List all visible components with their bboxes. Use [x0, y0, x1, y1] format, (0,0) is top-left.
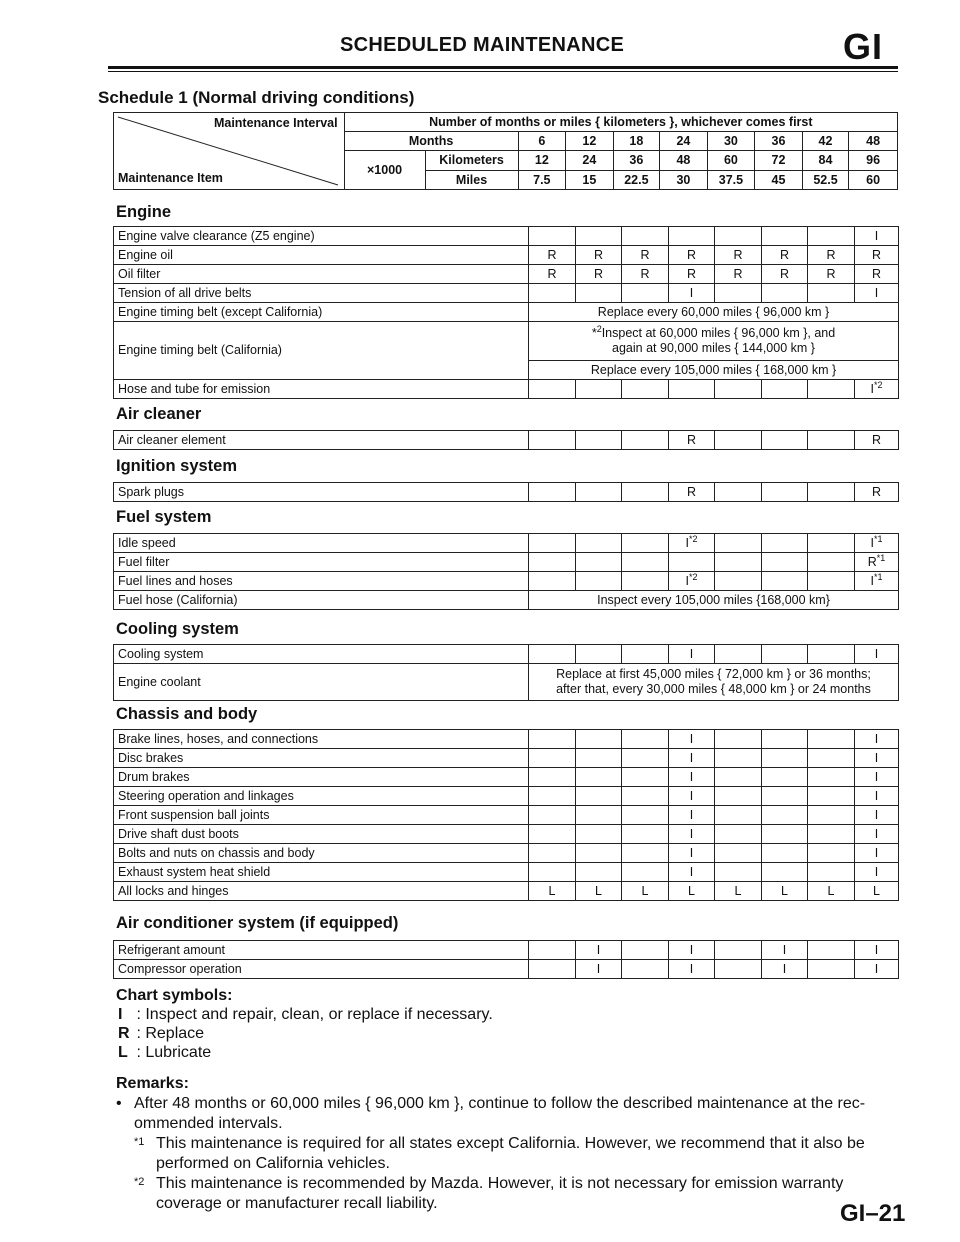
item-name: Disc brakes [114, 749, 529, 768]
schedule-mark: I [669, 960, 715, 979]
schedule-mark: L [576, 882, 622, 901]
item-name: Engine valve clearance (Z5 engine) [114, 227, 529, 246]
schedule-mark: I [855, 825, 899, 844]
month-cell: 12 [566, 132, 614, 151]
table-row [114, 483, 899, 502]
table-row [114, 863, 899, 882]
schedule-mark: I [855, 284, 899, 303]
schedule-mark [715, 941, 762, 960]
schedule-mark: L [762, 882, 808, 901]
footnote-ref: *2 [873, 379, 883, 390]
km-cell: 60 [707, 151, 755, 171]
item-name: Air cleaner element [114, 431, 529, 450]
section-chassis: Chassis and body [116, 705, 258, 723]
item-name: Engine oil [114, 246, 529, 265]
schedule-mark: L [855, 882, 899, 901]
schedule-mark: I [855, 960, 899, 979]
note-line: Inspect at 60,000 miles { 96,000 km }, and [601, 326, 836, 340]
schedule-mark: I [855, 768, 899, 787]
schedule-mark: R [855, 265, 899, 284]
schedule-mark: $I^{*2}$ [669, 572, 715, 591]
fuel-table [113, 533, 899, 610]
schedule-mark: L [808, 882, 855, 901]
month-cell: 18 [613, 132, 660, 151]
schedule-mark: $R^{*1}$ [855, 553, 899, 572]
schedule-mark: L [669, 882, 715, 901]
table-row [114, 380, 899, 399]
section-fuel: Fuel system [116, 508, 212, 526]
table-row [114, 787, 899, 806]
month-cell: 6 [518, 132, 566, 151]
section-aircon: Air conditioner system (if equipped) [116, 914, 399, 932]
interval-table [113, 112, 898, 190]
item-name: Front suspension ball joints [114, 806, 529, 825]
item-name: Steering operation and linkages [114, 787, 529, 806]
table-row [114, 825, 899, 844]
miles-cell: 37.5 [707, 171, 755, 190]
schedule-mark: I [855, 941, 899, 960]
kilometers-label: Kilometers [425, 151, 518, 171]
remark-text: After 48 months or 60,000 miles { 96,000 km }, continue to follow the described maintenance at the rec-ommended intervals. [134, 1095, 866, 1132]
miles-cell: 7.5 [518, 171, 566, 190]
symbol-key: R [118, 1025, 130, 1042]
km-cell: 72 [755, 151, 803, 171]
schedule-mark: I [762, 941, 808, 960]
remark-note-2: *2 This maintenance is recommended by Mazda. However, it is not necessary for emission warranty coverage or manufacturer recall liability. [116, 1174, 901, 1214]
schedule-mark: $I^{*2}$ [855, 380, 899, 399]
schedule-mark: I [576, 941, 622, 960]
schedule-mark: R [808, 265, 855, 284]
schedule-mark: $I^{*1}$ [855, 572, 899, 591]
item-name: Engine timing belt (except California) [114, 303, 529, 322]
schedule-mark: I [855, 749, 899, 768]
note-line: again at 90,000 miles { 144,000 km } [612, 341, 815, 355]
miles-cell: 52.5 [802, 171, 849, 190]
km-cell: 36 [613, 151, 660, 171]
miles-cell: 30 [660, 171, 708, 190]
schedule-mark: R [576, 265, 622, 284]
footnote-ref: *1 [873, 571, 883, 582]
schedule-mark: L [529, 882, 576, 901]
page-number: GI–21 [840, 1200, 906, 1227]
schedule-mark: I [855, 806, 899, 825]
table-row [114, 265, 899, 284]
header-rule [108, 66, 898, 69]
schedule-mark: R [669, 483, 715, 502]
schedule-note: Inspect every 105,000 miles {168,000 km} [529, 591, 899, 610]
schedule-mark: R [762, 246, 808, 265]
km-cell: 48 [660, 151, 708, 171]
item-name: Hose and tube for emission [114, 380, 529, 399]
table-row [114, 664, 899, 701]
miles-cell: 22.5 [613, 171, 660, 190]
table-row [114, 941, 899, 960]
table-row [114, 303, 899, 322]
note-line: Replace at first 45,000 miles { 72,000 km } or 36 months; [556, 667, 871, 681]
schedule-mark: R [669, 246, 715, 265]
month-cell: 36 [755, 132, 803, 151]
ignition-table [113, 482, 899, 502]
miles-cell: 15 [566, 171, 614, 190]
km-cell: 96 [849, 151, 898, 171]
symbol-text: : Lubricate [136, 1044, 212, 1061]
interval-banner: Number of months or miles { kilometers }, whichever comes first [344, 113, 897, 132]
schedule-mark [715, 960, 762, 979]
table-row [114, 730, 899, 749]
item-name: Drum brakes [114, 768, 529, 787]
schedule-mark: I [855, 863, 899, 882]
symbol-inspect [118, 1006, 493, 1024]
remark-text: This maintenance is recommended by Mazda. However, it is not necessary for emission warranty coverage or manufacturer recall liability. [156, 1175, 844, 1212]
schedule-mark: R [622, 265, 669, 284]
bullet-icon: • [116, 1095, 122, 1112]
item-name: Fuel lines and hoses [114, 572, 529, 591]
schedule-mark: I [669, 844, 715, 863]
schedule-mark [529, 960, 576, 979]
schedule-mark [622, 941, 669, 960]
x1000-label: ×1000 [344, 151, 425, 190]
maintenance-item-label: Maintenance Item [118, 171, 223, 185]
schedule-note: Replace every 60,000 miles { 96,000 km } [529, 303, 899, 322]
schedule-mark: I [669, 768, 715, 787]
interval-corner-cell [114, 113, 345, 190]
schedule-mark: R [669, 431, 715, 450]
schedule-mark: R [529, 246, 576, 265]
chassis-table [113, 729, 899, 901]
schedule-mark: L [622, 882, 669, 901]
item-name: Exhaust system heat shield [114, 863, 529, 882]
footnote-ref: *2 [688, 533, 698, 544]
km-cell: 84 [802, 151, 849, 171]
schedule-title: Schedule 1 (Normal driving conditions) [98, 88, 415, 107]
item-name: Cooling system [114, 645, 529, 664]
schedule-mark: I [669, 749, 715, 768]
schedule-mark: R [808, 246, 855, 265]
schedule-mark: I [669, 730, 715, 749]
schedule-mark: R [855, 483, 899, 502]
item-name: Fuel filter [114, 553, 529, 572]
miles-label: Miles [425, 171, 518, 190]
remarks-title: Remarks: [116, 1075, 189, 1092]
section-engine: Engine [116, 203, 172, 221]
schedule-mark: I [576, 960, 622, 979]
schedule-mark: R [622, 246, 669, 265]
item-name: Spark plugs [114, 483, 529, 502]
table-row [114, 960, 899, 979]
schedule-mark: L [715, 882, 762, 901]
table-row [114, 227, 899, 246]
cooling-table [113, 644, 899, 701]
table-row [114, 749, 899, 768]
aircon-table [113, 940, 899, 979]
schedule-mark: R [669, 265, 715, 284]
schedule-mark: R [715, 246, 762, 265]
schedule-mark [622, 960, 669, 979]
section-cooling: Cooling system [116, 620, 239, 638]
schedule-mark [808, 941, 855, 960]
remark-bullet [116, 1094, 901, 1134]
note-prefix: * [591, 326, 597, 340]
schedule-mark [808, 960, 855, 979]
table-row [114, 591, 899, 610]
section-ignition: Ignition system [116, 457, 238, 475]
symbol-key: I [118, 1006, 123, 1023]
schedule-mark: I [669, 863, 715, 882]
table-row [114, 534, 899, 553]
item-name: Brake lines, hoses, and connections [114, 730, 529, 749]
item-name: Compressor operation [114, 960, 529, 979]
schedule-mark: $I^{*2}$ [669, 534, 715, 553]
remark-note-1: *1 This maintenance is required for all states except California. However, we recommend that it also be performed on California vehicles. [116, 1134, 901, 1174]
month-cell: 24 [660, 132, 708, 151]
month-cell: 48 [849, 132, 898, 151]
schedule-mark: I [855, 787, 899, 806]
item-name: Fuel hose (California) [114, 591, 529, 610]
months-label: Months [344, 132, 518, 151]
schedule-mark: I [762, 960, 808, 979]
symbol-replace [118, 1025, 204, 1043]
schedule-mark: R [762, 265, 808, 284]
km-cell: 24 [566, 151, 614, 171]
schedule-mark: R [715, 265, 762, 284]
item-name: Oil filter [114, 265, 529, 284]
miles-cell: 60 [849, 171, 898, 190]
item-name: Tension of all drive belts [114, 284, 529, 303]
footnote-ref: *1 [876, 552, 886, 563]
table-row [114, 882, 899, 901]
footnote-ref: *1 [873, 533, 883, 544]
schedule-note [529, 322, 899, 361]
table-row [114, 431, 899, 450]
schedule-note [529, 664, 899, 701]
schedule-mark: R [855, 246, 899, 265]
note-line: after that, every 30,000 miles { 48,000 km } or 24 months [556, 682, 871, 696]
item-name: Idle speed [114, 534, 529, 553]
schedule-mark: $I^{*1}$ [855, 534, 899, 553]
header-rule-thin [108, 71, 898, 72]
item-name: Engine timing belt (California) [114, 322, 529, 380]
schedule-mark: I [855, 645, 899, 664]
schedule-mark: I [855, 844, 899, 863]
schedule-mark: I [669, 284, 715, 303]
air-cleaner-table [113, 430, 899, 450]
table-row [114, 844, 899, 863]
table-row [114, 806, 899, 825]
schedule-mark: I [669, 806, 715, 825]
schedule-mark: I [669, 941, 715, 960]
item-name: Refrigerant amount [114, 941, 529, 960]
table-row [114, 246, 899, 265]
table-row [114, 553, 899, 572]
table-row [114, 572, 899, 591]
symbol-text: : Replace [136, 1025, 205, 1042]
month-cell: 42 [802, 132, 849, 151]
schedule-mark [529, 941, 576, 960]
symbols-title: Chart symbols: [116, 987, 233, 1004]
schedule-mark: I [855, 730, 899, 749]
schedule-mark: I [669, 787, 715, 806]
engine-table [113, 226, 899, 399]
item-name: All locks and hinges [114, 882, 529, 901]
symbol-key: L [118, 1044, 128, 1061]
schedule-note: Replace every 105,000 miles { 168,000 km } [529, 361, 899, 380]
footnote-ref: *2 [688, 571, 698, 582]
table-row [114, 645, 899, 664]
maintenance-interval-label: Maintenance Interval [213, 116, 338, 130]
item-name: Bolts and nuts on chassis and body [114, 844, 529, 863]
section-air-cleaner: Air cleaner [116, 405, 202, 423]
page-title: SCHEDULED MAINTENANCE [340, 34, 625, 56]
schedule-mark: R [529, 265, 576, 284]
footnote-ref: 2 [596, 323, 602, 334]
month-cell: 30 [707, 132, 755, 151]
section-code: GI [843, 26, 884, 67]
km-cell: 12 [518, 151, 566, 171]
table-row [114, 322, 899, 361]
item-name: Engine coolant [114, 664, 529, 701]
schedule-mark: I [669, 645, 715, 664]
schedule-mark: I [669, 825, 715, 844]
item-name: Drive shaft dust boots [114, 825, 529, 844]
table-row [114, 284, 899, 303]
schedule-mark: R [576, 246, 622, 265]
schedule-mark: I [855, 227, 899, 246]
schedule-mark: R [855, 431, 899, 450]
symbol-text: : Inspect and repair, clean, or replace if necessary. [136, 1006, 493, 1023]
symbol-lubricate [118, 1044, 211, 1062]
remark-text: This maintenance is required for all states except California. However, we recommend that it also be performed on California vehicles. [156, 1135, 865, 1172]
table-row [114, 768, 899, 787]
miles-cell: 45 [755, 171, 803, 190]
